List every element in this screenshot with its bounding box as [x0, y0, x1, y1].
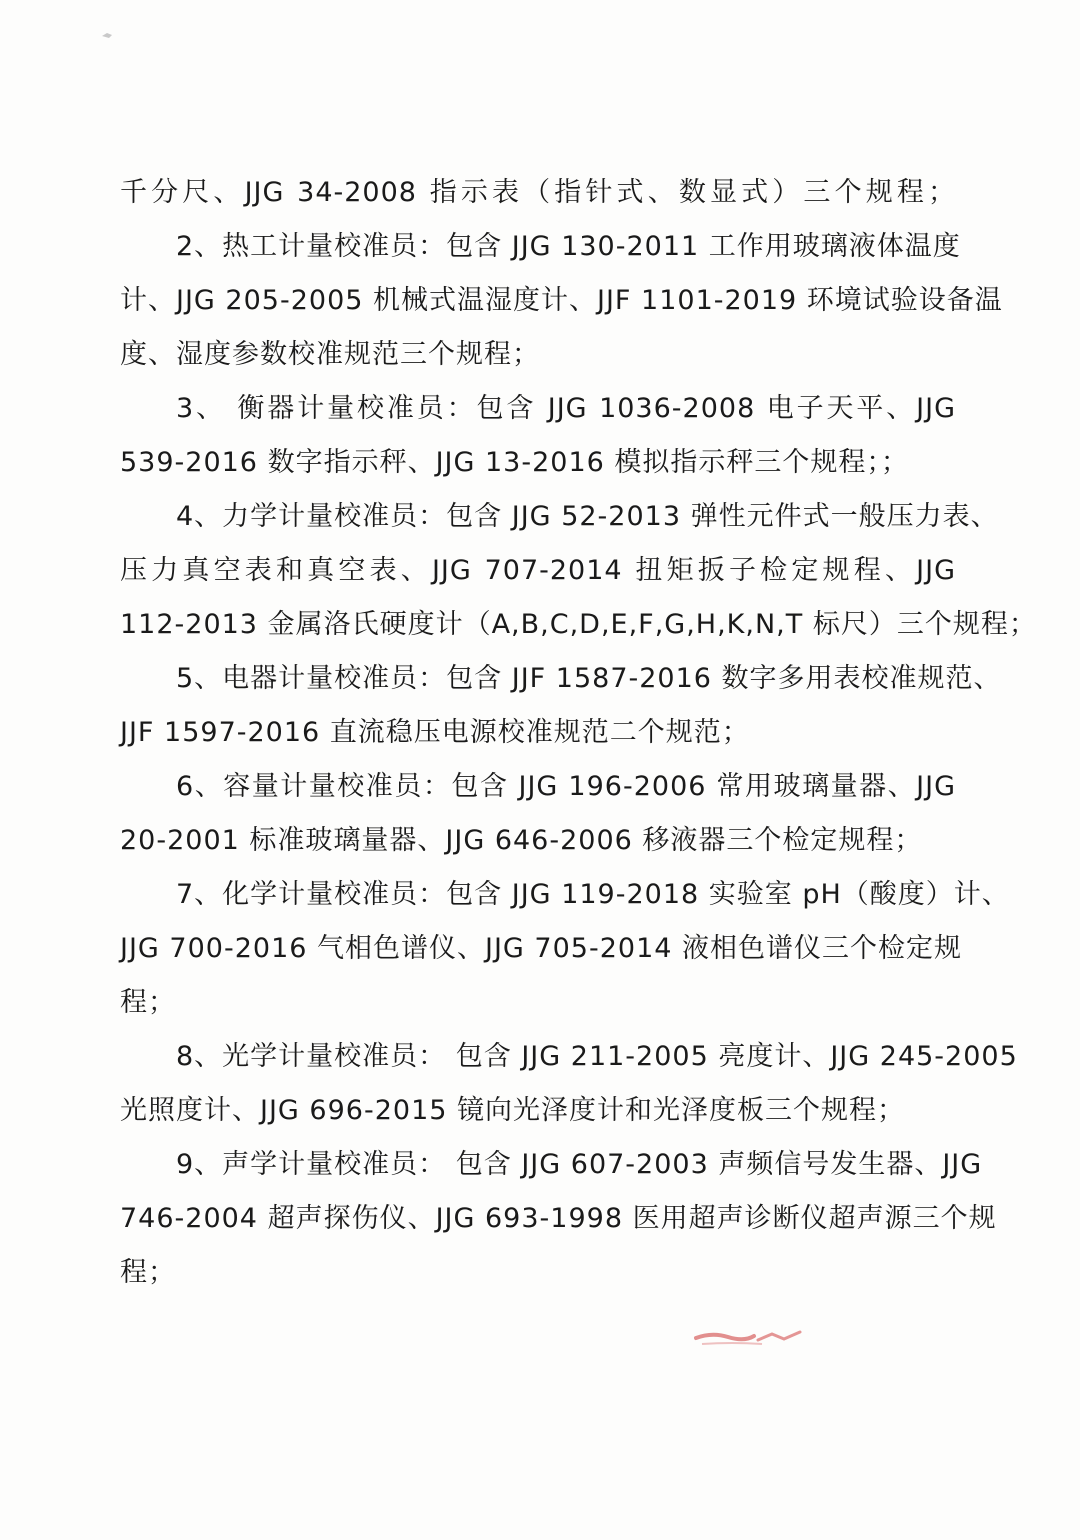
text-line-13: 20-2001 标准玻璃量器、JJG 646-2006 移液器三个检定规程；: [120, 825, 923, 856]
text-line-21: 程；: [120, 1257, 176, 1288]
text-line-5: 3、 衡器计量校准员：包含 JJG 1036-2008 电子天平、JJG: [176, 393, 956, 424]
text-line-6: 539-2016 数字指示秤、JJG 13-2016 模拟指示秤三个规程；；: [120, 447, 909, 478]
text-line-10: 5、电器计量校准员：包含 JJF 1587-2016 数字多用表校准规范、: [176, 663, 1002, 694]
text-line-16: 程；: [120, 987, 176, 1018]
text-line-2: 2、热工计量校准员：包含 JJG 130-2011 工作用玻璃液体温度: [176, 231, 961, 262]
text-line-7: 4、力学计量校准员：包含 JJG 52-2013 弹性元件式一般压力表、: [176, 501, 999, 532]
text-line-4: 度、湿度参数校准规范三个规程；: [120, 339, 540, 370]
text-line-17: 8、光学计量校准员： 包含 JJG 211-2005 亮度计、JJG 245-2005: [176, 1041, 1018, 1072]
text-line-1: 千分尺、JJG 34-2008 指示表（指针式、数显式）三个规程；: [120, 177, 956, 208]
text-line-12: 6、容量计量校准员：包含 JJG 196-2006 常用玻璃量器、JJG: [176, 771, 956, 802]
paper-speck: [100, 30, 116, 40]
text-line-18: 光照度计、JJG 696-2015 镜向光泽度计和光泽度板三个规程；: [120, 1095, 906, 1126]
text-line-8: 压力真空表和真空表、JJG 707-2014 扭矩扳子检定规程、JJG: [120, 555, 956, 586]
text-line-11: JJF 1597-2016 直流稳压电源校准规范二个规范；: [120, 717, 750, 748]
text-line-14: 7、化学计量校准员：包含 JJG 119-2018 实验室 pH（酸度）计、: [176, 879, 1010, 910]
text-line-15: JJG 700-2016 气相色谱仪、JJG 705-2014 液相色谱仪三个检定规: [120, 933, 963, 964]
text-line-3: 计、JJG 205-2005 机械式温湿度计、JJF 1101-2019 环境试验设备温: [120, 285, 1003, 316]
text-line-19: 9、声学计量校准员： 包含 JJG 607-2003 声频信号发生器、JJG: [176, 1149, 983, 1180]
text-line-9: 112-2013 金属洛氏硬度计（A,B,C,D,E,F,G,H,K,N,T 标尺）三个规程；: [120, 609, 1037, 640]
text-line-20: 746-2004 超声探伤仪、JJG 693-1998 医用超声诊断仪超声源三个规: [120, 1203, 997, 1234]
document-body: [120, 166, 1037, 1300]
red-seal-mark: [692, 1322, 810, 1350]
